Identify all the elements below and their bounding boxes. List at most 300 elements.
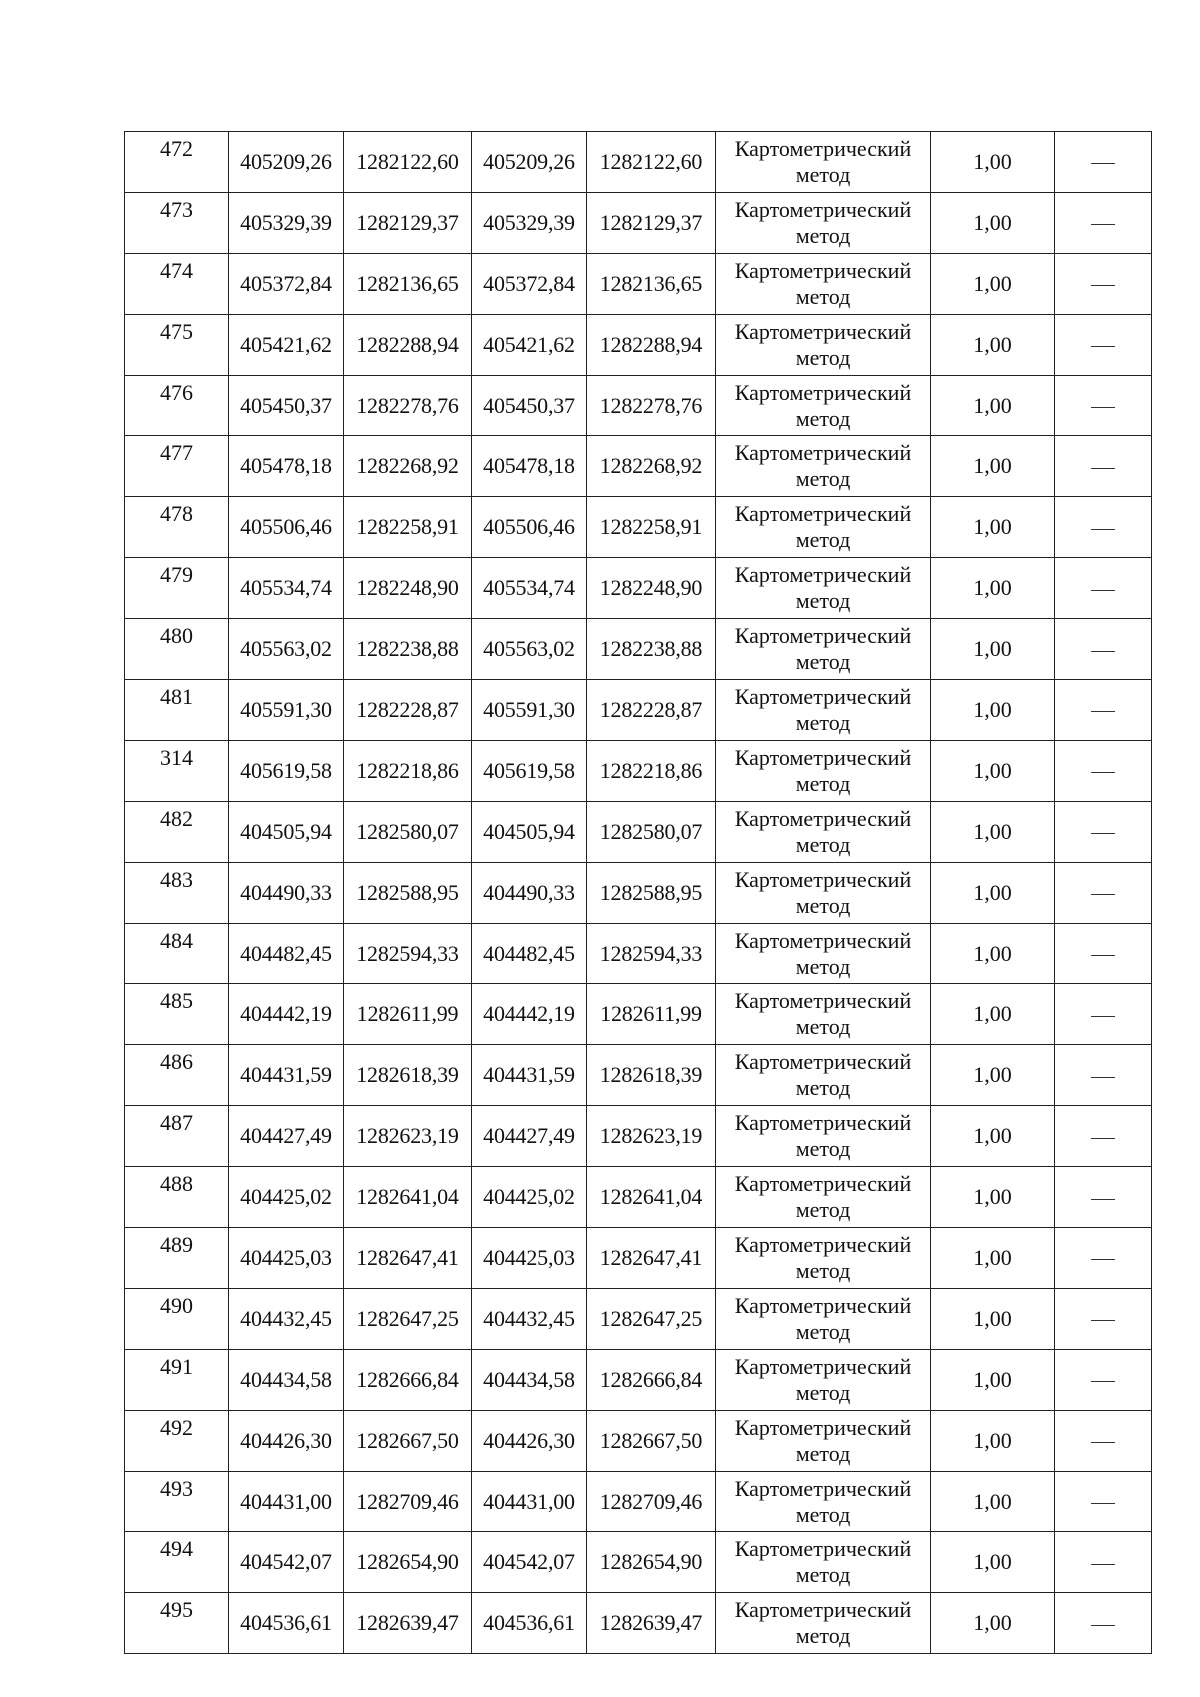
y-coordinate-cell: 1282238,88	[587, 619, 716, 680]
description-cell	[1055, 1167, 1152, 1228]
y-coordinate-cell: 1282580,07	[587, 801, 716, 862]
dash-icon	[1091, 285, 1115, 286]
y-coordinate-cell: 1282666,84	[587, 1349, 716, 1410]
method-label-line1: Картометрический	[734, 1171, 912, 1197]
dash-icon	[1091, 346, 1115, 347]
accuracy-cell: 1,00	[931, 862, 1055, 923]
y-coordinate-cell: 1282268,92	[344, 436, 472, 497]
method-label-line2: метод	[795, 466, 851, 492]
method-label-line2: метод	[795, 1197, 851, 1223]
y-coordinate-cell: 1282647,41	[344, 1228, 472, 1289]
y-coordinate-cell: 1282594,33	[344, 923, 472, 984]
method-cell	[716, 923, 931, 984]
x-coordinate-cell: 404427,49	[472, 1106, 587, 1167]
x-coordinate-cell: 405506,46	[472, 497, 587, 558]
method-label-line1: Картометрический	[734, 135, 912, 161]
y-coordinate-cell: 1282136,65	[587, 253, 716, 314]
method-cell	[716, 1471, 931, 1532]
method-label-line1: Картометрический	[734, 562, 912, 588]
dash-icon	[1091, 529, 1115, 530]
description-cell	[1055, 497, 1152, 558]
method-label-line2: метод	[795, 527, 851, 553]
description-cell	[1055, 801, 1152, 862]
point-number-cell: 487	[125, 1106, 229, 1167]
dash-icon	[1091, 163, 1115, 164]
accuracy-cell: 1,00	[931, 984, 1055, 1045]
table-row	[125, 253, 1152, 314]
table-row	[125, 558, 1152, 619]
table-row	[125, 1167, 1152, 1228]
method-label-line1: Картометрический	[734, 623, 912, 649]
accuracy-cell: 1,00	[931, 801, 1055, 862]
y-coordinate-cell: 1282288,94	[344, 314, 472, 375]
method-cell	[716, 1532, 931, 1593]
point-number-cell: 473	[125, 192, 229, 253]
method-label-line1: Картометрический	[734, 1414, 912, 1440]
y-coordinate-cell: 1282218,86	[587, 740, 716, 801]
x-coordinate-cell: 405372,84	[472, 253, 587, 314]
table-row	[125, 436, 1152, 497]
method-cell	[716, 619, 931, 680]
dash-icon	[1091, 772, 1115, 773]
accuracy-cell: 1,00	[931, 1167, 1055, 1228]
y-coordinate-cell: 1282623,19	[587, 1106, 716, 1167]
table-body	[125, 132, 1152, 1654]
description-cell	[1055, 558, 1152, 619]
y-coordinate-cell: 1282641,04	[344, 1167, 472, 1228]
dash-icon	[1091, 955, 1115, 956]
y-coordinate-cell: 1282288,94	[587, 314, 716, 375]
x-coordinate-cell: 405619,58	[472, 740, 587, 801]
x-coordinate-cell: 405591,30	[472, 680, 587, 741]
method-label-line1: Картометрический	[734, 318, 912, 344]
method-cell	[716, 1410, 931, 1471]
method-cell	[716, 862, 931, 923]
method-cell	[716, 1167, 931, 1228]
x-coordinate-cell: 405478,18	[229, 436, 344, 497]
y-coordinate-cell: 1282641,04	[587, 1167, 716, 1228]
y-coordinate-cell: 1282667,50	[344, 1410, 472, 1471]
x-coordinate-cell: 405619,58	[229, 740, 344, 801]
x-coordinate-cell: 404434,58	[472, 1349, 587, 1410]
y-coordinate-cell: 1282647,25	[344, 1288, 472, 1349]
accuracy-cell: 1,00	[931, 1045, 1055, 1106]
y-coordinate-cell: 1282129,37	[344, 192, 472, 253]
y-coordinate-cell: 1282709,46	[344, 1471, 472, 1532]
dash-icon	[1091, 1077, 1115, 1078]
description-cell	[1055, 192, 1152, 253]
y-coordinate-cell: 1282647,41	[587, 1228, 716, 1289]
y-coordinate-cell: 1282268,92	[587, 436, 716, 497]
point-number-cell: 480	[125, 619, 229, 680]
method-label-line1: Картометрический	[734, 1292, 912, 1318]
method-cell	[716, 680, 931, 741]
method-label-line1: Картометрический	[734, 1475, 912, 1501]
dash-icon	[1091, 468, 1115, 469]
dash-icon	[1091, 224, 1115, 225]
y-coordinate-cell: 1282654,90	[587, 1532, 716, 1593]
dash-icon	[1091, 1503, 1115, 1504]
point-number-cell: 481	[125, 680, 229, 741]
method-cell	[716, 1228, 931, 1289]
point-number-cell: 494	[125, 1532, 229, 1593]
x-coordinate-cell: 404490,33	[472, 862, 587, 923]
method-cell	[716, 436, 931, 497]
y-coordinate-cell: 1282248,90	[587, 558, 716, 619]
method-label-line1: Картометрический	[734, 196, 912, 222]
dash-icon	[1091, 894, 1115, 895]
y-coordinate-cell: 1282623,19	[344, 1106, 472, 1167]
method-label-line2: метод	[795, 1136, 851, 1162]
table-row	[125, 1349, 1152, 1410]
y-coordinate-cell: 1282258,91	[344, 497, 472, 558]
accuracy-cell: 1,00	[931, 1228, 1055, 1289]
point-number-cell: 472	[125, 132, 229, 193]
method-label-line2: метод	[795, 1075, 851, 1101]
x-coordinate-cell: 404431,59	[472, 1045, 587, 1106]
description-cell	[1055, 1593, 1152, 1654]
x-coordinate-cell: 404482,45	[472, 923, 587, 984]
x-coordinate-cell: 404542,07	[229, 1532, 344, 1593]
x-coordinate-cell: 404425,03	[472, 1228, 587, 1289]
method-label-line2: метод	[795, 1562, 851, 1588]
accuracy-cell: 1,00	[931, 1288, 1055, 1349]
accuracy-cell: 1,00	[931, 253, 1055, 314]
method-cell	[716, 1045, 931, 1106]
method-label-line1: Картометрический	[734, 927, 912, 953]
y-coordinate-cell: 1282639,47	[587, 1593, 716, 1654]
coordinates-table	[124, 131, 1152, 1654]
method-label-line1: Картометрический	[734, 1049, 912, 1075]
y-coordinate-cell: 1282122,60	[344, 132, 472, 193]
table-row	[125, 740, 1152, 801]
method-label-line2: метод	[795, 161, 851, 187]
dash-icon	[1091, 651, 1115, 652]
dash-icon	[1091, 1625, 1115, 1626]
y-coordinate-cell: 1282654,90	[344, 1532, 472, 1593]
method-cell	[716, 1106, 931, 1167]
table-row	[125, 1228, 1152, 1289]
accuracy-cell: 1,00	[931, 1349, 1055, 1410]
x-coordinate-cell: 405450,37	[229, 375, 344, 436]
accuracy-cell: 1,00	[931, 1410, 1055, 1471]
description-cell	[1055, 1532, 1152, 1593]
accuracy-cell: 1,00	[931, 558, 1055, 619]
point-number-cell: 493	[125, 1471, 229, 1532]
point-number-cell: 486	[125, 1045, 229, 1106]
accuracy-cell: 1,00	[931, 497, 1055, 558]
y-coordinate-cell: 1282248,90	[344, 558, 472, 619]
y-coordinate-cell: 1282228,87	[587, 680, 716, 741]
y-coordinate-cell: 1282278,76	[587, 375, 716, 436]
description-cell	[1055, 1410, 1152, 1471]
dash-icon	[1091, 1016, 1115, 1017]
description-cell	[1055, 1045, 1152, 1106]
description-cell	[1055, 132, 1152, 193]
method-label-line1: Картометрический	[734, 440, 912, 466]
point-number-cell: 474	[125, 253, 229, 314]
x-coordinate-cell: 404482,45	[229, 923, 344, 984]
point-number-cell: 490	[125, 1288, 229, 1349]
method-label-line1: Картометрический	[734, 257, 912, 283]
method-cell	[716, 132, 931, 193]
method-label-line2: метод	[795, 953, 851, 979]
x-coordinate-cell: 404427,49	[229, 1106, 344, 1167]
table-row	[125, 1410, 1152, 1471]
method-label-line1: Картометрический	[734, 866, 912, 892]
x-coordinate-cell: 404425,03	[229, 1228, 344, 1289]
dash-icon	[1091, 1442, 1115, 1443]
x-coordinate-cell: 404442,19	[229, 984, 344, 1045]
method-label-line2: метод	[795, 1257, 851, 1283]
table-row	[125, 132, 1152, 193]
x-coordinate-cell: 404425,02	[472, 1167, 587, 1228]
y-coordinate-cell: 1282278,76	[344, 375, 472, 436]
description-cell	[1055, 1288, 1152, 1349]
x-coordinate-cell: 404490,33	[229, 862, 344, 923]
table-row	[125, 1288, 1152, 1349]
table-row	[125, 923, 1152, 984]
method-label-line2: метод	[795, 649, 851, 675]
x-coordinate-cell: 404432,45	[472, 1288, 587, 1349]
description-cell	[1055, 862, 1152, 923]
y-coordinate-cell: 1282666,84	[344, 1349, 472, 1410]
y-coordinate-cell: 1282639,47	[344, 1593, 472, 1654]
method-label-line2: метод	[795, 1379, 851, 1405]
method-cell	[716, 558, 931, 619]
description-cell	[1055, 436, 1152, 497]
method-label-line1: Картометрический	[734, 379, 912, 405]
method-label-line1: Картометрический	[734, 744, 912, 770]
y-coordinate-cell: 1282122,60	[587, 132, 716, 193]
method-cell	[716, 984, 931, 1045]
x-coordinate-cell: 404432,45	[229, 1288, 344, 1349]
accuracy-cell: 1,00	[931, 436, 1055, 497]
accuracy-cell: 1,00	[931, 375, 1055, 436]
accuracy-cell: 1,00	[931, 923, 1055, 984]
x-coordinate-cell: 405563,02	[472, 619, 587, 680]
description-cell	[1055, 680, 1152, 741]
method-cell	[716, 314, 931, 375]
accuracy-cell: 1,00	[931, 1593, 1055, 1654]
method-cell	[716, 375, 931, 436]
x-coordinate-cell: 405534,74	[472, 558, 587, 619]
method-label-line1: Картометрический	[734, 1597, 912, 1623]
y-coordinate-cell: 1282611,99	[344, 984, 472, 1045]
dash-icon	[1091, 590, 1115, 591]
description-cell	[1055, 1471, 1152, 1532]
x-coordinate-cell: 405372,84	[229, 253, 344, 314]
method-label-line2: метод	[795, 1440, 851, 1466]
method-label-line2: метод	[795, 770, 851, 796]
point-number-cell: 479	[125, 558, 229, 619]
method-label-line1: Картометрический	[734, 1536, 912, 1562]
point-number-cell: 484	[125, 923, 229, 984]
description-cell	[1055, 740, 1152, 801]
accuracy-cell: 1,00	[931, 314, 1055, 375]
y-coordinate-cell: 1282136,65	[344, 253, 472, 314]
x-coordinate-cell: 405506,46	[229, 497, 344, 558]
method-cell	[716, 497, 931, 558]
table-row	[125, 1593, 1152, 1654]
accuracy-cell: 1,00	[931, 619, 1055, 680]
y-coordinate-cell: 1282618,39	[344, 1045, 472, 1106]
x-coordinate-cell: 404431,00	[229, 1471, 344, 1532]
method-label-line1: Картометрический	[734, 805, 912, 831]
dash-icon	[1091, 1320, 1115, 1321]
dash-icon	[1091, 833, 1115, 834]
x-coordinate-cell: 404505,94	[229, 801, 344, 862]
method-label-line2: метод	[795, 344, 851, 370]
method-label-line2: метод	[795, 1318, 851, 1344]
x-coordinate-cell: 405534,74	[229, 558, 344, 619]
accuracy-cell: 1,00	[931, 680, 1055, 741]
y-coordinate-cell: 1282667,50	[587, 1410, 716, 1471]
description-cell	[1055, 984, 1152, 1045]
method-label-line2: метод	[795, 892, 851, 918]
y-coordinate-cell: 1282129,37	[587, 192, 716, 253]
dash-icon	[1091, 1138, 1115, 1139]
method-label-line2: метод	[795, 405, 851, 431]
y-coordinate-cell: 1282580,07	[344, 801, 472, 862]
x-coordinate-cell: 404434,58	[229, 1349, 344, 1410]
y-coordinate-cell: 1282588,95	[587, 862, 716, 923]
y-coordinate-cell: 1282611,99	[587, 984, 716, 1045]
point-number-cell: 478	[125, 497, 229, 558]
method-label-line2: метод	[795, 222, 851, 248]
x-coordinate-cell: 404426,30	[472, 1410, 587, 1471]
x-coordinate-cell: 404442,19	[472, 984, 587, 1045]
x-coordinate-cell: 404536,61	[472, 1593, 587, 1654]
dash-icon	[1091, 1259, 1115, 1260]
dash-icon	[1091, 711, 1115, 712]
method-label-line2: метод	[795, 1014, 851, 1040]
table-row	[125, 192, 1152, 253]
y-coordinate-cell: 1282618,39	[587, 1045, 716, 1106]
method-label-line2: метод	[795, 1501, 851, 1527]
accuracy-cell: 1,00	[931, 740, 1055, 801]
y-coordinate-cell: 1282647,25	[587, 1288, 716, 1349]
table-row	[125, 984, 1152, 1045]
x-coordinate-cell: 405329,39	[229, 192, 344, 253]
method-cell	[716, 1593, 931, 1654]
x-coordinate-cell: 405421,62	[229, 314, 344, 375]
x-coordinate-cell: 404431,59	[229, 1045, 344, 1106]
method-label-line2: метод	[795, 283, 851, 309]
description-cell	[1055, 1228, 1152, 1289]
dash-icon	[1091, 1564, 1115, 1565]
point-number-cell: 491	[125, 1349, 229, 1410]
method-cell	[716, 253, 931, 314]
x-coordinate-cell: 405329,39	[472, 192, 587, 253]
x-coordinate-cell: 405591,30	[229, 680, 344, 741]
description-cell	[1055, 619, 1152, 680]
method-cell	[716, 740, 931, 801]
y-coordinate-cell: 1282238,88	[344, 619, 472, 680]
table-row	[125, 497, 1152, 558]
point-number-cell: 482	[125, 801, 229, 862]
point-number-cell: 495	[125, 1593, 229, 1654]
accuracy-cell: 1,00	[931, 1106, 1055, 1167]
point-number-cell: 489	[125, 1228, 229, 1289]
point-number-cell: 475	[125, 314, 229, 375]
table-row	[125, 314, 1152, 375]
table-row	[125, 862, 1152, 923]
y-coordinate-cell: 1282709,46	[587, 1471, 716, 1532]
accuracy-cell: 1,00	[931, 192, 1055, 253]
x-coordinate-cell: 405209,26	[472, 132, 587, 193]
y-coordinate-cell: 1282258,91	[587, 497, 716, 558]
x-coordinate-cell: 405563,02	[229, 619, 344, 680]
method-label-line1: Картометрический	[734, 683, 912, 709]
point-number-cell: 488	[125, 1167, 229, 1228]
point-number-cell: 483	[125, 862, 229, 923]
description-cell	[1055, 314, 1152, 375]
y-coordinate-cell: 1282218,86	[344, 740, 472, 801]
table-row	[125, 1471, 1152, 1532]
x-coordinate-cell: 404542,07	[472, 1532, 587, 1593]
method-label-line2: метод	[795, 831, 851, 857]
method-label-line1: Картометрический	[734, 1110, 912, 1136]
accuracy-cell: 1,00	[931, 132, 1055, 193]
method-label-line1: Картометрический	[734, 1353, 912, 1379]
x-coordinate-cell: 404426,30	[229, 1410, 344, 1471]
y-coordinate-cell: 1282588,95	[344, 862, 472, 923]
x-coordinate-cell: 404425,02	[229, 1167, 344, 1228]
y-coordinate-cell: 1282594,33	[587, 923, 716, 984]
method-cell	[716, 1288, 931, 1349]
point-number-cell: 476	[125, 375, 229, 436]
table-row	[125, 680, 1152, 741]
method-cell	[716, 192, 931, 253]
dash-icon	[1091, 1199, 1115, 1200]
description-cell	[1055, 923, 1152, 984]
point-number-cell: 314	[125, 740, 229, 801]
method-label-line1: Картометрический	[734, 988, 912, 1014]
method-label-line1: Картометрический	[734, 1231, 912, 1257]
x-coordinate-cell: 404505,94	[472, 801, 587, 862]
x-coordinate-cell: 404431,00	[472, 1471, 587, 1532]
method-label-line2: метод	[795, 588, 851, 614]
point-number-cell: 477	[125, 436, 229, 497]
x-coordinate-cell: 405450,37	[472, 375, 587, 436]
y-coordinate-cell: 1282228,87	[344, 680, 472, 741]
description-cell	[1055, 1349, 1152, 1410]
x-coordinate-cell: 404536,61	[229, 1593, 344, 1654]
description-cell	[1055, 1106, 1152, 1167]
method-cell	[716, 801, 931, 862]
x-coordinate-cell: 405478,18	[472, 436, 587, 497]
table-row	[125, 375, 1152, 436]
table-row	[125, 1532, 1152, 1593]
x-coordinate-cell: 405209,26	[229, 132, 344, 193]
table-row	[125, 1045, 1152, 1106]
method-label-line2: метод	[795, 709, 851, 735]
table-row	[125, 1106, 1152, 1167]
description-cell	[1055, 253, 1152, 314]
method-label-line1: Картометрический	[734, 501, 912, 527]
table-row	[125, 801, 1152, 862]
dash-icon	[1091, 1381, 1115, 1382]
point-number-cell: 485	[125, 984, 229, 1045]
point-number-cell: 492	[125, 1410, 229, 1471]
x-coordinate-cell: 405421,62	[472, 314, 587, 375]
dash-icon	[1091, 407, 1115, 408]
method-label-line2: метод	[795, 1623, 851, 1649]
table-row	[125, 619, 1152, 680]
accuracy-cell: 1,00	[931, 1532, 1055, 1593]
method-cell	[716, 1349, 931, 1410]
